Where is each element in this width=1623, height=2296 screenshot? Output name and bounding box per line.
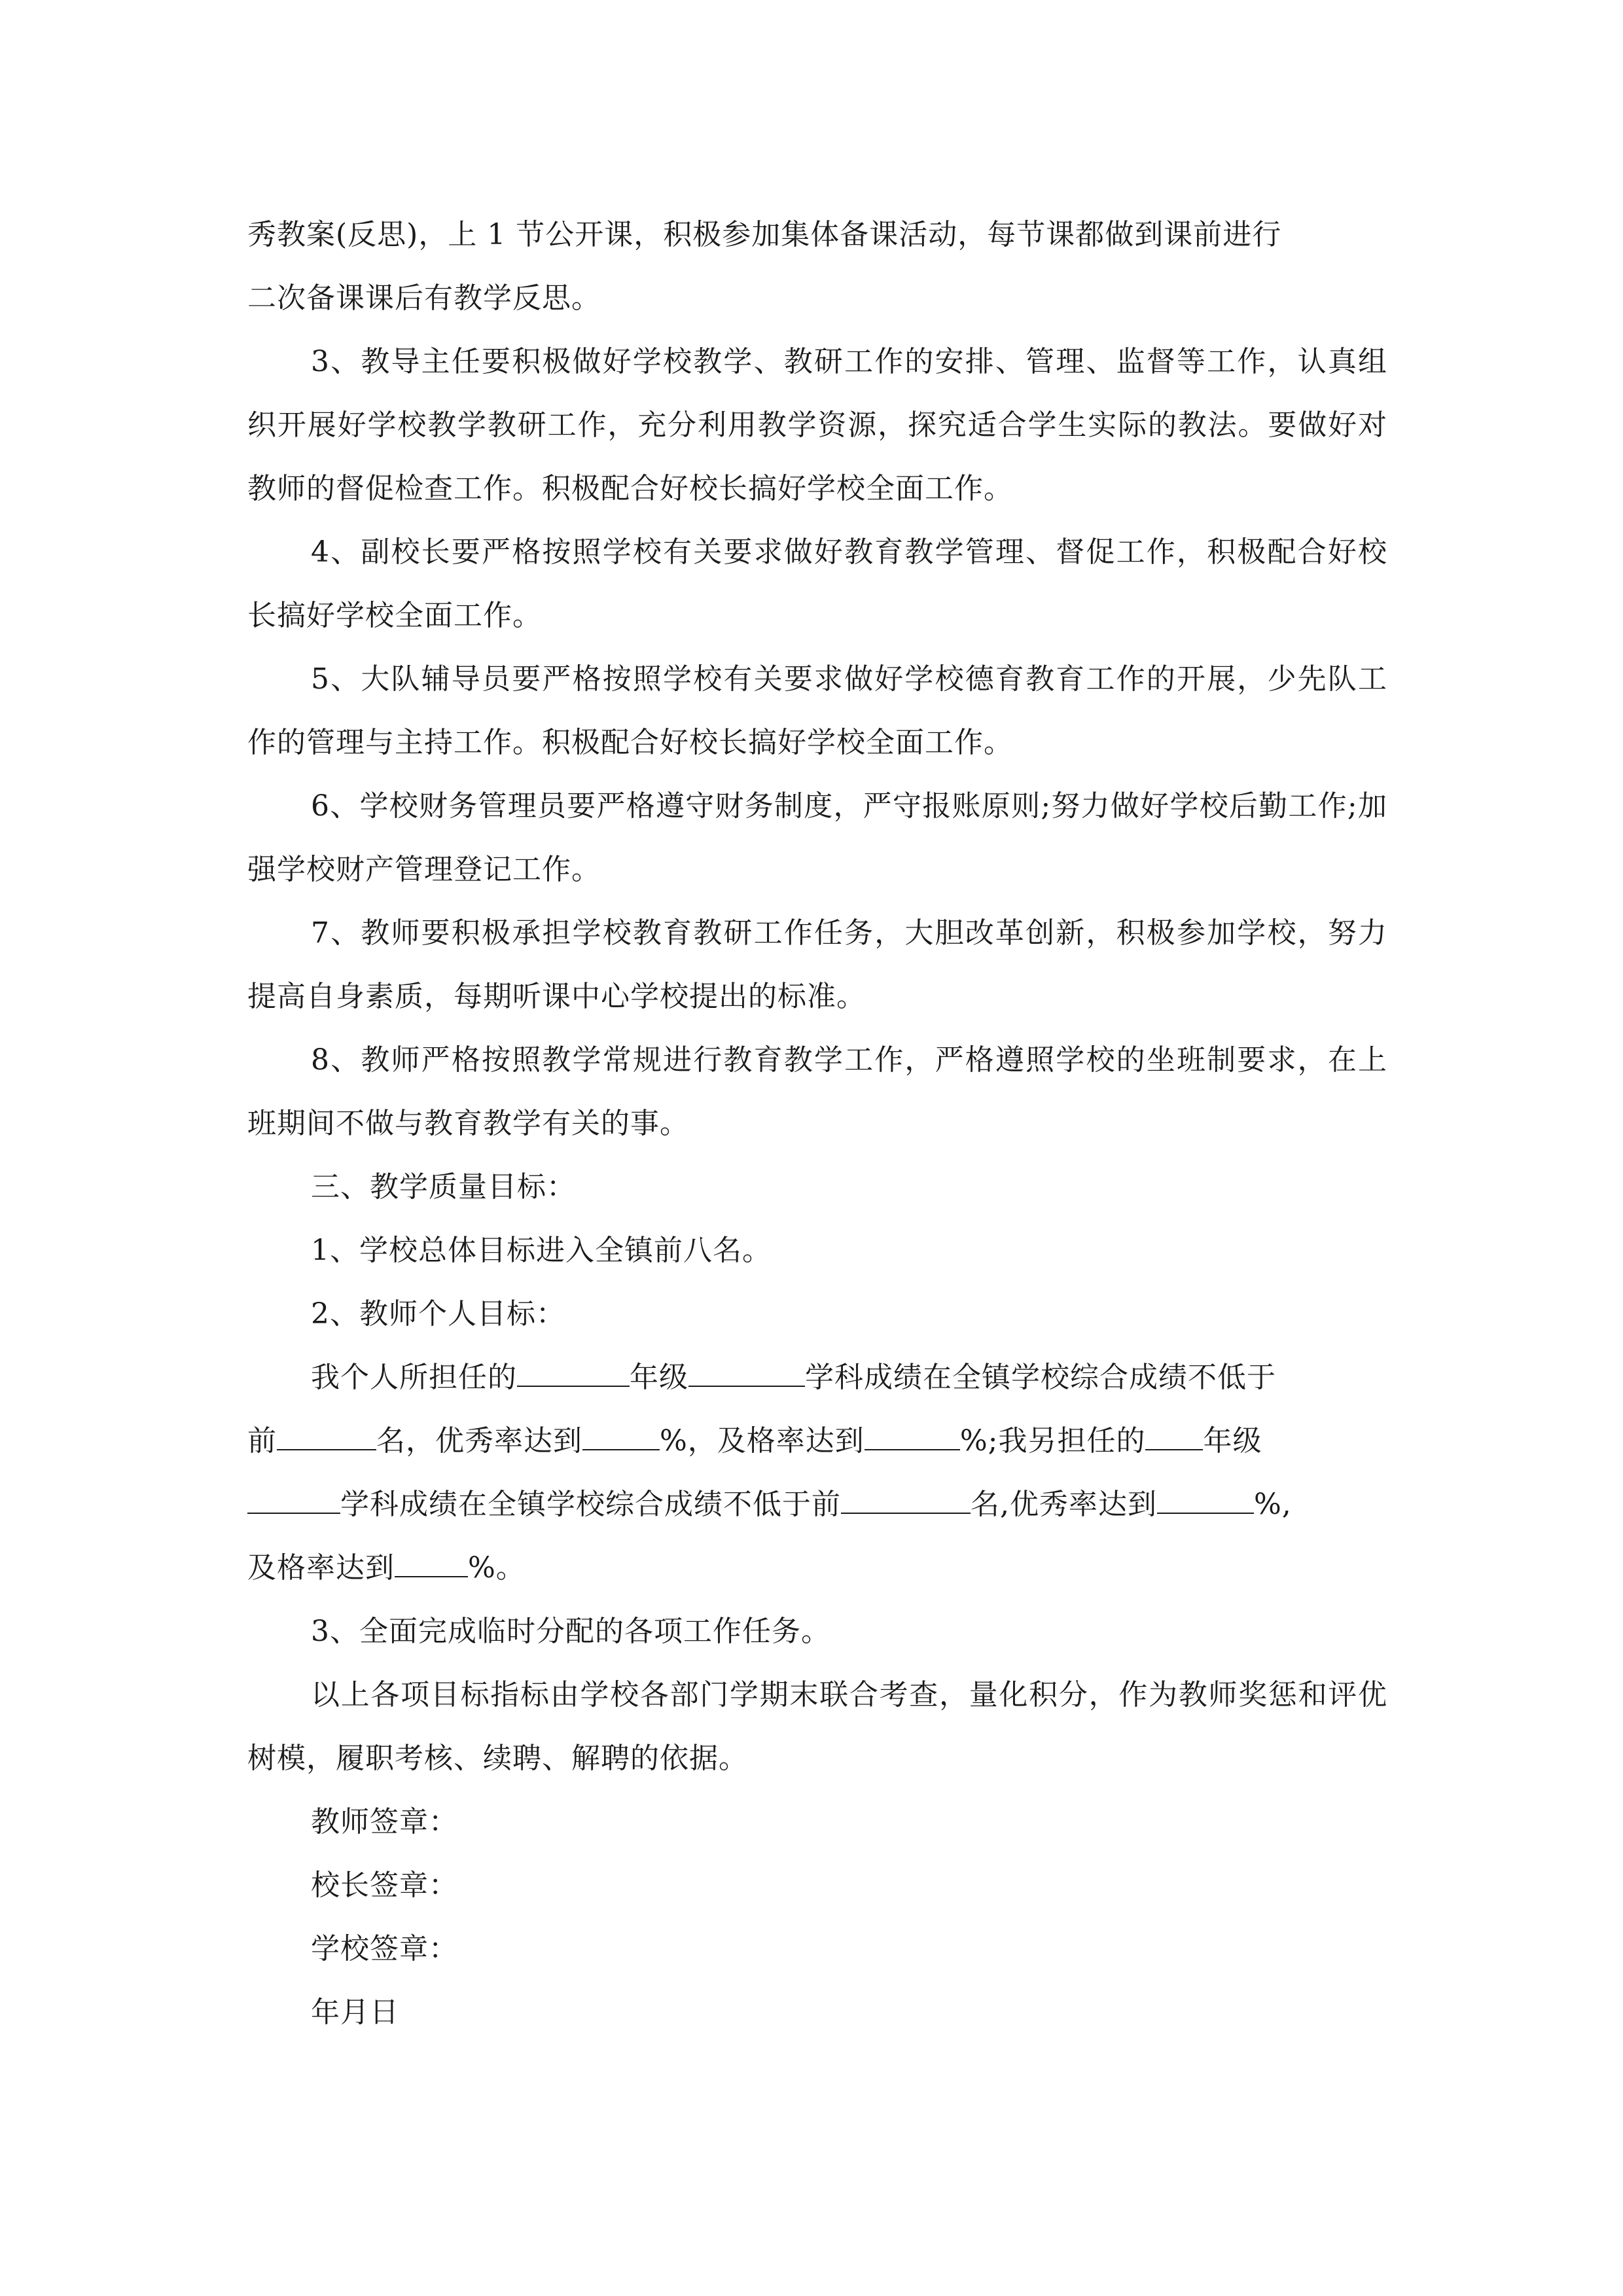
fill-in-line-2 <box>247 1409 1387 1473</box>
fill-in-text: 年级 <box>630 1361 688 1394</box>
blank-grade-1[interactable] <box>517 1359 630 1387</box>
date-label: 年月日 <box>311 1996 399 2029</box>
goal-item-1: 1、学校总体目标进入全镇前八名。 <box>311 1234 772 1267</box>
fill-in-text: 我个人所担任的 <box>311 1361 517 1394</box>
paragraph-item-4: 4、副校长要严格按照学校有关要求做好教育教学管理、督促工作，积极配合好校长搞好学校全面工作。 <box>247 535 1387 632</box>
evaluation-basis: 以上各项目标指标由学校各部门学期末联合考查，量化积分，作为教师奖惩和评优树模，履职考核、续聘、解聘的依据。 <box>247 1678 1387 1775</box>
fill-in-text: 学科成绩在全镇学校综合成绩不低于前 <box>340 1488 841 1521</box>
blank-pass-rate-1[interactable] <box>865 1423 960 1450</box>
document-body <box>247 203 1387 2044</box>
paragraph-line: 二次备课课后有教学反思。 <box>247 281 601 315</box>
fill-in-text: 名，优秀率达到 <box>376 1424 582 1458</box>
fill-in-text: %;我另担任的 <box>959 1424 1146 1458</box>
fill-in-text: 名,优秀率达到 <box>971 1488 1157 1521</box>
fill-in-text: %, <box>1254 1488 1292 1521</box>
goal-item-3: 3、全面完成临时分配的各项工作任务。 <box>311 1615 830 1648</box>
fill-in-text: %，及格率达到 <box>660 1424 865 1458</box>
blank-excellent-rate-1[interactable] <box>582 1423 660 1450</box>
section-heading-quality-goals: 三、教学质量目标： <box>311 1170 576 1204</box>
fill-in-text: 年级 <box>1203 1424 1262 1458</box>
teacher-goal-fill-in <box>247 1346 1387 1600</box>
fill-in-text: 学科成绩在全镇学校综合成绩不低于 <box>805 1361 1276 1394</box>
blank-subject-1[interactable] <box>688 1359 805 1387</box>
blank-rank-2[interactable] <box>841 1486 971 1514</box>
blank-pass-rate-2[interactable] <box>395 1550 468 1577</box>
blank-excellent-rate-2[interactable] <box>1157 1486 1254 1514</box>
paragraph-item-5: 5、大队辅导员要严格按照学校有关要求做好学校德育教育工作的开展，少先队工作的管理与主持工作。积极配合好校长搞好学校全面工作。 <box>247 662 1387 759</box>
blank-grade-2[interactable] <box>1145 1423 1203 1450</box>
paragraph-item-6: 6、学校财务管理员要严格遵守财务制度，严守报账原则;努力做好学校后勤工作;加强学校财产管理登记工作。 <box>247 789 1387 886</box>
principal-signature-label: 校长签章： <box>311 1869 458 1902</box>
fill-in-line-4 <box>247 1536 1387 1600</box>
paragraph-continued <box>247 203 1387 330</box>
school-seal-label: 学校签章： <box>311 1932 458 1965</box>
paragraph-item-3: 3、教导主任要积极做好学校教学、教研工作的安排、管理、监督等工作，认真组织开展好学校教学教研工作，充分利用教学资源，探究适合学生实际的教法。要做好对教师的督促检查工作。积极配合好校长搞好学校全面工作。 <box>247 345 1387 505</box>
fill-in-line-3 <box>247 1473 1387 1536</box>
teacher-signature-label: 教师签章： <box>311 1805 458 1839</box>
paragraph-item-7: 7、教师要积极承担学校教育教研工作任务，大胆改革创新，积极参加学校，努力提高自身素质，每期听课中心学校提出的标准。 <box>247 916 1387 1013</box>
fill-in-text: 前 <box>247 1424 277 1458</box>
blank-subject-2[interactable] <box>247 1486 340 1514</box>
blank-rank-1[interactable] <box>277 1423 376 1450</box>
fill-in-text: %。 <box>468 1551 526 1585</box>
goal-item-2: 2、教师个人目标： <box>311 1297 565 1331</box>
paragraph-item-8: 8、教师严格按照教学常规进行教育教学工作，严格遵照学校的坐班制要求，在上班期间不做与教育教学有关的事。 <box>247 1043 1387 1140</box>
fill-in-line-1 <box>247 1346 1387 1409</box>
paragraph-line: 秀教案(反思)，上 1 节公开课，积极参加集体备课活动，每节课都做到课前进行 <box>247 218 1282 251</box>
fill-in-text: 及格率达到 <box>247 1551 395 1585</box>
